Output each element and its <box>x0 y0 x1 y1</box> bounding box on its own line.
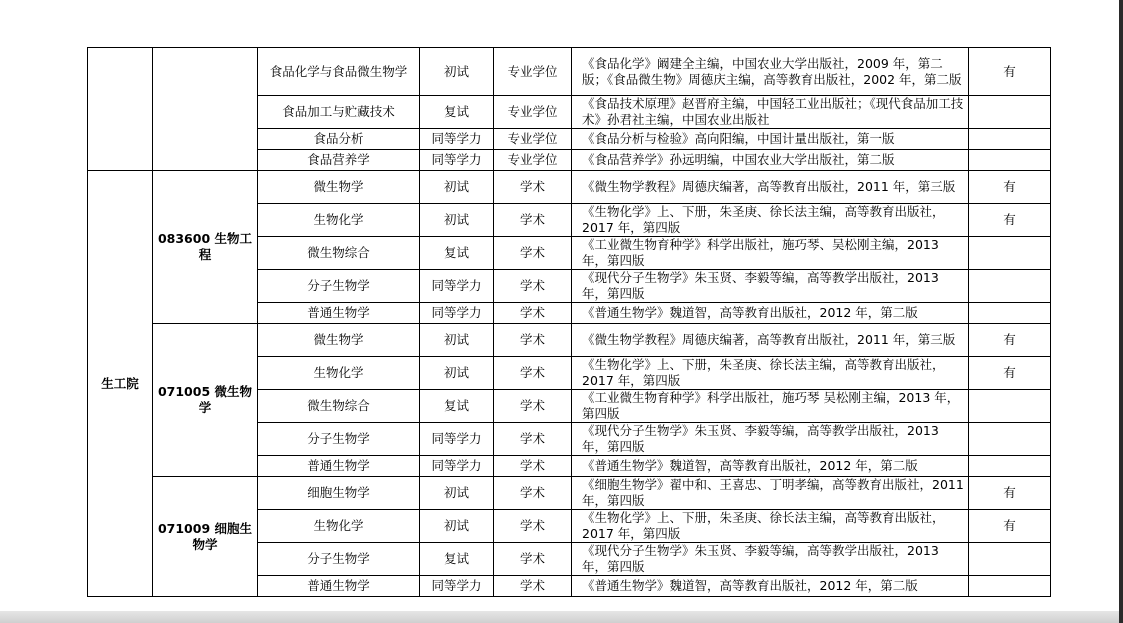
course-cell: 普通生物学 <box>258 576 420 597</box>
table-row <box>88 477 1051 510</box>
college-cell: 生工院 <box>88 171 153 597</box>
syllabus-cell: 有 <box>969 510 1051 543</box>
course-cell: 生物化学 <box>258 510 420 543</box>
course-cell: 生物化学 <box>258 357 420 390</box>
exam-type-cell: 同等学力 <box>420 576 494 597</box>
syllabus-cell <box>969 456 1051 477</box>
table-row <box>88 324 1051 357</box>
syllabus-cell <box>969 303 1051 324</box>
degree-type-cell: 学术 <box>494 510 572 543</box>
reference-books-cell: 《微生物学教程》周德庆编著，高等教育出版社，2011 年，第三版 <box>572 171 969 204</box>
course-cell: 分子生物学 <box>258 270 420 303</box>
exam-type-cell: 初试 <box>420 510 494 543</box>
major-cell: 071009 细胞生物学 <box>153 477 258 597</box>
exam-type-cell: 同等学力 <box>420 303 494 324</box>
syllabus-cell <box>969 150 1051 171</box>
reference-books-cell: 《现代分子生物学》朱玉贤、李毅等编，高等教学出版社，2013 年，第四版 <box>572 270 969 303</box>
reference-books-cell: 《普通生物学》魏道智，高等教育出版社，2012 年，第二版 <box>572 576 969 597</box>
reference-books-cell: 《生物化学》上、下册，朱圣庚、徐长法主编，高等教育出版社，2017 年，第四版 <box>572 357 969 390</box>
reference-books-cell: 《工业微生物育种学》科学出版社，施巧琴、吴松刚主编，2013 年，第四版 <box>572 237 969 270</box>
course-cell: 食品加工与贮藏技术 <box>258 96 420 129</box>
syllabus-cell <box>969 270 1051 303</box>
exam-type-cell: 复试 <box>420 237 494 270</box>
reference-books-cell: 《现代分子生物学》朱玉贤、李毅等编，高等教学出版社，2013 年，第四版 <box>572 423 969 456</box>
course-cell: 细胞生物学 <box>258 477 420 510</box>
course-cell: 食品分析 <box>258 129 420 150</box>
exam-type-cell: 同等学力 <box>420 270 494 303</box>
exam-type-cell: 初试 <box>420 477 494 510</box>
syllabus-cell <box>969 423 1051 456</box>
reference-books-cell: 《微生物学教程》周德庆编著，高等教育出版社，2011 年，第三版 <box>572 324 969 357</box>
degree-type-cell: 专业学位 <box>494 150 572 171</box>
syllabus-cell: 有 <box>969 171 1051 204</box>
degree-type-cell: 学术 <box>494 390 572 423</box>
course-cell: 生物化学 <box>258 204 420 237</box>
course-cell: 分子生物学 <box>258 423 420 456</box>
degree-type-cell: 学术 <box>494 270 572 303</box>
degree-type-cell: 学术 <box>494 357 572 390</box>
syllabus-cell: 有 <box>969 324 1051 357</box>
exam-type-cell: 初试 <box>420 324 494 357</box>
degree-type-cell: 学术 <box>494 423 572 456</box>
syllabus-cell: 有 <box>969 204 1051 237</box>
exam-type-cell: 初试 <box>420 204 494 237</box>
table-row <box>88 48 1051 96</box>
course-cell: 食品化学与食品微生物学 <box>258 48 420 96</box>
degree-type-cell: 学术 <box>494 543 572 576</box>
major-cell: 071005 微生物学 <box>153 324 258 477</box>
reference-books-cell: 《现代分子生物学》朱玉贤、李毅等编，高等教学出版社，2013 年，第四版 <box>572 543 969 576</box>
syllabus-cell: 有 <box>969 48 1051 96</box>
course-cell: 微生物综合 <box>258 237 420 270</box>
degree-type-cell: 学术 <box>494 324 572 357</box>
syllabus-cell <box>969 96 1051 129</box>
syllabus-cell <box>969 390 1051 423</box>
course-cell: 普通生物学 <box>258 456 420 477</box>
reference-books-cell: 《生物化学》上、下册，朱圣庚、徐长法主编，高等教育出版社，2017 年，第四版 <box>572 510 969 543</box>
degree-type-cell: 专业学位 <box>494 96 572 129</box>
exam-type-cell: 初试 <box>420 48 494 96</box>
reference-books-cell: 《食品分析与检验》高向阳编，中国计量出版社，第一版 <box>572 129 969 150</box>
exam-type-cell: 同等学力 <box>420 423 494 456</box>
course-cell: 微生物学 <box>258 171 420 204</box>
degree-type-cell: 学术 <box>494 576 572 597</box>
table-row <box>88 171 1051 204</box>
degree-type-cell: 学术 <box>494 477 572 510</box>
degree-type-cell: 学术 <box>494 456 572 477</box>
course-cell: 微生物综合 <box>258 390 420 423</box>
course-cell: 普通生物学 <box>258 303 420 324</box>
syllabus-cell <box>969 543 1051 576</box>
exam-type-cell: 复试 <box>420 390 494 423</box>
exam-type-cell: 同等学力 <box>420 129 494 150</box>
exam-type-cell: 同等学力 <box>420 150 494 171</box>
major-cell: 083600 生物工程 <box>153 171 258 324</box>
reference-books-cell: 《生物化学》上、下册，朱圣庚、徐长法主编，高等教育出版社，2017 年，第四版 <box>572 204 969 237</box>
degree-type-cell: 学术 <box>494 303 572 324</box>
syllabus-cell <box>969 237 1051 270</box>
major-cell-empty <box>153 48 258 171</box>
degree-type-cell: 学术 <box>494 204 572 237</box>
reference-books-cell: 《食品化学》阚建全主编，中国农业大学出版社，2009 年，第二版；《食品微生物》周德庆主编，高等教育出版社，2002 年，第二版 <box>572 48 969 96</box>
course-cell: 食品营养学 <box>258 150 420 171</box>
reference-books-cell: 《普通生物学》魏道智，高等教育出版社，2012 年，第二版 <box>572 303 969 324</box>
reference-books-cell: 《普通生物学》魏道智，高等教育出版社，2012 年，第二版 <box>572 456 969 477</box>
exam-reference-table <box>87 47 1051 597</box>
exam-type-cell: 复试 <box>420 96 494 129</box>
course-cell: 微生物学 <box>258 324 420 357</box>
syllabus-cell <box>969 576 1051 597</box>
reference-books-cell: 《食品技术原理》赵晋府主编，中国轻工业出版社；《现代食品加工技术》孙君社主编，中国农业出版社 <box>572 96 969 129</box>
degree-type-cell: 学术 <box>494 171 572 204</box>
course-cell: 分子生物学 <box>258 543 420 576</box>
syllabus-cell <box>969 129 1051 150</box>
exam-type-cell: 复试 <box>420 543 494 576</box>
degree-type-cell: 学术 <box>494 237 572 270</box>
exam-type-cell: 同等学力 <box>420 456 494 477</box>
reference-books-cell: 《细胞生物学》翟中和、王喜忠、丁明孝编，高等教育出版社，2011 年，第四版 <box>572 477 969 510</box>
exam-type-cell: 初试 <box>420 171 494 204</box>
degree-type-cell: 专业学位 <box>494 48 572 96</box>
degree-type-cell: 专业学位 <box>494 129 572 150</box>
reference-books-cell: 《工业微生物育种学》科学出版社，施巧琴 吴松刚主编，2013 年，第四版 <box>572 390 969 423</box>
syllabus-cell: 有 <box>969 357 1051 390</box>
page-bottom-shadow <box>0 611 1119 623</box>
page-right-edge <box>1119 0 1123 623</box>
syllabus-cell: 有 <box>969 477 1051 510</box>
college-cell-empty <box>88 48 153 171</box>
reference-books-cell: 《食品营养学》孙远明编，中国农业大学出版社，第二版 <box>572 150 969 171</box>
exam-type-cell: 初试 <box>420 357 494 390</box>
